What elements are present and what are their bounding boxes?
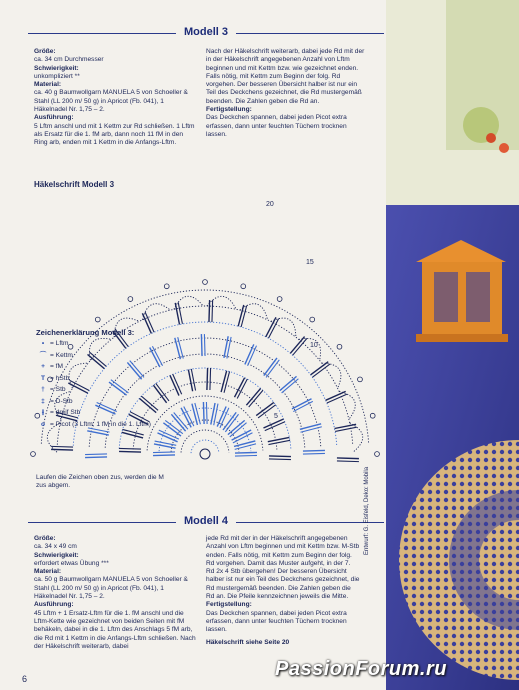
- modell4-ausfuehrung-label: Ausführung:: [34, 601, 74, 609]
- chart-stitch: [51, 446, 73, 447]
- chart-stitch: [195, 403, 201, 424]
- modell3-right-column: [206, 48, 366, 139]
- chart-stitch: [269, 456, 291, 457]
- chart-stitch: [224, 371, 230, 392]
- legend-item: [36, 340, 166, 349]
- photo-credit: Entwurf: G. Eisfeld, Deko: Mobila: [364, 466, 370, 555]
- round-number-5: 5: [274, 413, 278, 420]
- modell3-right-text: Nach der Häkelschrift weiterarb, dabei jede Rd mit der in der Häkelschrift angegebenen Anzahl von Lftm beginnen und mit Kettm bzw. wie gezeichnet enden. Falls nötig, mit Kettm zum Beginn der folg. Rd vorgehen. Der besseren Übersicht halber ist nur ein Teil des Deckchens gezeichnet, die Rd mustergemäß beenden. Die Zahlen geben die Rd an.: [206, 48, 365, 105]
- picot-symbol-icon: o: [40, 420, 46, 428]
- legend-item: [36, 421, 166, 430]
- chart-stitch: [337, 461, 359, 462]
- chart-stitch: [201, 334, 202, 356]
- modell4-schwierigkeit: erfordert etwas Übung ***: [34, 559, 109, 567]
- photo-flower: [486, 133, 496, 143]
- chart-scallop: [207, 296, 236, 309]
- chart-stitch: [212, 300, 213, 322]
- chart-picot: [95, 317, 100, 322]
- chart-stitch: [280, 376, 297, 390]
- lftm-symbol-icon: •: [41, 340, 45, 347]
- chart-stitch: [122, 429, 143, 435]
- modell4-see-page: Häkelschrift siehe Seite 20: [206, 638, 290, 646]
- chart-stitch: [282, 379, 299, 393]
- chart-stitch: [228, 420, 245, 434]
- legend-item: [36, 352, 166, 361]
- modell3-ausfuehrung-label: Ausführung:: [34, 114, 74, 122]
- chart-picot: [128, 297, 133, 302]
- lantern-window: [466, 272, 490, 322]
- modell4-groesse: ca. 34 x 49 cm: [34, 543, 77, 551]
- chart-stitch: [85, 454, 107, 455]
- modell4-fertig-label: Fertigstellung:: [206, 601, 252, 609]
- chart-stitch: [246, 388, 260, 405]
- modell3-header: [28, 26, 384, 40]
- legend-rows: [36, 340, 166, 429]
- chart-picot: [310, 317, 315, 322]
- chart-stitch: [264, 358, 277, 376]
- legend-label: = Kettm: [50, 351, 73, 359]
- chart-stitch: [122, 432, 143, 438]
- round-number-10: 10: [310, 342, 318, 349]
- stb-symbol-icon: †: [41, 386, 45, 393]
- chart-scallop: [322, 363, 341, 388]
- chart-stitch: [235, 452, 257, 453]
- legend-item: [36, 375, 166, 384]
- modell3-groesse-label: Größe:: [34, 48, 56, 55]
- lantern-window: [434, 272, 458, 322]
- lantern-base: [416, 334, 508, 342]
- photo-flower: [499, 143, 509, 153]
- chart-stitch: [223, 412, 236, 430]
- chart-scallop: [142, 304, 170, 320]
- chart-scallop: [339, 391, 355, 419]
- chart-stitch: [119, 451, 141, 452]
- chart-stitch: [235, 455, 257, 456]
- chart-stitch: [269, 459, 291, 460]
- watermark: PassionForum.ru: [275, 658, 447, 680]
- modell4-header: [28, 515, 384, 529]
- chart-stitch: [153, 455, 175, 456]
- modell4-groesse-label: Größe:: [34, 535, 56, 542]
- modell3-fertig: Das Deckchen spannen, dabei jeden Picot extra erfassen, dann unter feuchten Tüchern trocknen lassen.: [206, 114, 347, 138]
- modell4-material-label: Material:: [34, 568, 62, 576]
- chart-round: [191, 440, 219, 453]
- legend-title: Zeichenerklärung Modell 3:: [36, 328, 135, 337]
- page-number: 6: [22, 674, 28, 684]
- legend-label: = hStb: [50, 374, 70, 382]
- chart-picot: [358, 377, 363, 382]
- chart-stitch: [241, 306, 247, 327]
- dreifstb-symbol-icon: ⫲: [41, 409, 45, 416]
- modell4-right-text: jede Rd mit der in der Häkelschrift angegebenen Anzahl von Lftm beginnen und mit Kettm bzw. M-Stb enden. Falls nötig, mit Kettm zum Beginn der folg. Rd vorgehen. Damit das Muster aufgeht, in der 7. Rd 2x 4 Stb übergehen! Der besseren Übersicht halber ist nur ein Teil des Deckchens gezeichnet, die Rd mustergemäß beenden. Die Zahlen geben die Rd an. Die Pfeile kennzeichnen jeweils die Mitte.: [206, 535, 360, 601]
- fm-symbol-icon: +: [41, 363, 45, 370]
- chart-picot: [277, 297, 282, 302]
- chart-picot: [31, 452, 36, 457]
- legend: [36, 328, 166, 429]
- legend-label: = Lftm: [50, 340, 69, 347]
- chart-stitch: [85, 457, 107, 458]
- legend-label: = D-Stb: [50, 397, 73, 405]
- modell3-material-label: Material:: [34, 81, 62, 89]
- legend-label: = Stb: [50, 386, 66, 393]
- chart-stitch: [163, 423, 181, 436]
- legend-item: [36, 386, 166, 395]
- chart-picot: [375, 452, 380, 457]
- chart-stitch: [337, 458, 359, 459]
- chart-stitch: [204, 334, 205, 356]
- chart-stitch: [303, 450, 325, 451]
- legend-label: = dreif Stb: [50, 409, 81, 416]
- chart-stitch: [192, 404, 198, 425]
- modell4-title: Modell 4: [176, 515, 236, 527]
- diagram-title: Häkelschrift Modell 3: [34, 180, 115, 189]
- chart-stitch: [153, 452, 175, 453]
- chart-picot: [370, 413, 375, 418]
- modell3-title: Modell 3: [176, 26, 236, 38]
- chart-center-ring: [200, 449, 210, 459]
- modell4-ausfuehrung: 45 Lftm + 1 Ersatz-Lftm für die 1. fM anschl und die Lftm-Kette wie gezeichnet von beiden Seiten mit fM behäkeln, dabei in die 1. Lftm des Anschlags 5 fM arb, die Rd mit 1 Kettm in die Anfangs-Lftm schließen. Nach der Häkelschrift weiterarb, dabei: [34, 609, 196, 650]
- chart-picot: [337, 344, 342, 349]
- modell3-ausfuehrung: 5 Lftm anschl und mit 1 Kettm zur Rd schließen. 1 Lftm als Ersatz für die 1. fM arb, dann noch 11 fM in den Ring arb, enden mit 1 Kettm in die Anfangs-Lftm.: [34, 122, 195, 147]
- modell4-schwierigkeit-label: Schwierigkeit:: [34, 551, 79, 559]
- chart-picot: [241, 284, 246, 289]
- modell3-schwierigkeit-label: Schwierigkeit:: [34, 64, 79, 72]
- chart-stitch: [303, 453, 325, 454]
- legend-item: [36, 398, 166, 407]
- chart-stitch: [221, 371, 227, 392]
- modell4-material: ca. 50 g Baumwollgarn MANUELA 5 von Schoeller & Stahl (LL 200 m/ 50 g) in Apricot (Fb. 041), 1 Häkelnadel Nr. 1,75 – 2.: [34, 576, 188, 601]
- legend-item: [36, 409, 166, 418]
- modell3-schwierigkeit: unkompliziert **: [34, 72, 80, 80]
- modell4-right-column: [206, 535, 360, 647]
- chart-stitch: [293, 338, 307, 355]
- chart-stitch: [207, 368, 208, 390]
- chart-stitch: [206, 402, 207, 424]
- chart-stitch: [230, 423, 247, 437]
- hstb-symbol-icon: T: [40, 374, 46, 382]
- round-number-20: 20: [266, 201, 274, 208]
- modell4-left-column: [34, 535, 196, 651]
- product-photo: [386, 0, 519, 690]
- chart-stitch: [249, 390, 263, 407]
- chart-stitch: [171, 414, 185, 431]
- round-number-15: 15: [306, 259, 314, 266]
- chart-stitch: [119, 448, 141, 449]
- legend-label: = fM: [50, 363, 64, 370]
- dstb-symbol-icon: ‡: [41, 397, 45, 405]
- kettm-symbol-icon: ⌒: [39, 351, 47, 359]
- modell3-left-column: [34, 48, 196, 148]
- chart-picot: [203, 280, 208, 285]
- legend-item: [36, 363, 166, 372]
- legend-label: = Picot (3 Lftm, 1 fM in die 1. Lftm): [50, 420, 151, 428]
- chart-stitch: [210, 368, 211, 390]
- modell3-fertig-label: Fertigstellung:: [206, 106, 252, 114]
- modell3-material: ca. 40 g Baumwollgarn MANUELA 5 von Schoeller & Stahl (LL 200 m/ 50 g) in Apricot (Fb. 041), 1 Häkelnadel Nr. 1,75 – 2.: [34, 89, 188, 114]
- chart-round: [171, 420, 239, 452]
- legend-note: Laufen die Zeichen oben zus, werden die M zus abgem.: [36, 474, 164, 490]
- chart-stitch: [174, 412, 188, 429]
- chart-stitch: [256, 402, 274, 415]
- chart-picot: [164, 284, 169, 289]
- chart-stitch: [203, 402, 204, 424]
- modell3-groesse: ca. 34 cm Durchmesser: [34, 56, 104, 64]
- modell4-fertig: Das Deckchen spannen, dabei jeden Picot extra erfassen, dann unter feuchten Tüchern trocknen lassen.: [206, 609, 347, 634]
